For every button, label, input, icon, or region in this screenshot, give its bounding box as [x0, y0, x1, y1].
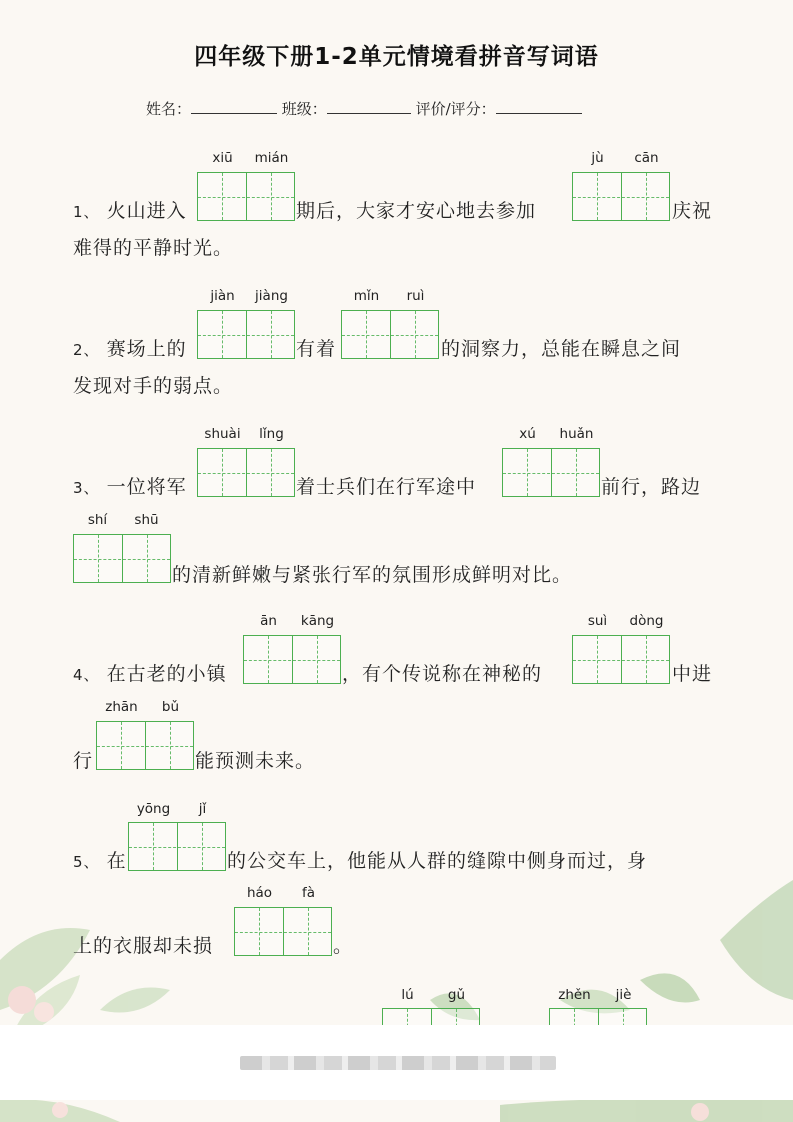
question-text: 前行，路边 [601, 476, 702, 498]
pinyin: ruì [406, 288, 425, 304]
question-text: 难得的平静时光。 [73, 237, 234, 259]
pinyin: lǐng [259, 426, 284, 442]
pinyin: jǐ [198, 801, 207, 817]
question-text: 有着 [296, 338, 337, 360]
writing-grid[interactable] [197, 448, 295, 497]
question-text: 的洞察力，总能在瞬息之间 [441, 338, 682, 360]
pinyin: yōng [136, 801, 171, 817]
pinyin: jiàn [210, 288, 235, 304]
pinyin: háo [246, 885, 273, 901]
class-label: 班级： [281, 100, 327, 118]
pinyin: huǎn [559, 426, 594, 442]
blurred-watermark [240, 1056, 556, 1070]
question-text: 期后，大家才安心地去参加 [296, 200, 537, 222]
pinyin: jiàng [255, 288, 288, 304]
pinyin: lú [401, 987, 414, 1003]
pinyin: mián [254, 150, 289, 166]
pinyin: jù [591, 150, 604, 166]
student-info [146, 98, 582, 119]
pinyin: fà [301, 885, 316, 901]
question-text: 在 [106, 850, 127, 872]
pinyin: ān [260, 613, 277, 629]
question-number: 4、 [73, 666, 100, 684]
question-text: 上的衣服却未损 [73, 935, 214, 957]
pinyin: kāng [300, 613, 335, 629]
pinyin: bǔ [161, 699, 180, 715]
score-blank[interactable] [496, 99, 582, 114]
score-label: 评价/评分： [415, 100, 496, 118]
question-text: 火山进入 [106, 200, 187, 222]
question-text: 。 [333, 935, 354, 957]
name-label: 姓名： [146, 100, 192, 118]
pinyin: xú [519, 426, 536, 442]
writing-grid[interactable] [96, 721, 194, 770]
question-text: 赛场上的 [106, 338, 187, 360]
question-text: 行 [73, 750, 94, 772]
class-blank[interactable] [327, 99, 411, 114]
writing-grid[interactable] [341, 310, 439, 359]
writing-grid[interactable] [73, 534, 171, 583]
question-text: 着士兵们在行军途中 [296, 476, 477, 498]
question-text: 一位将军 [106, 476, 187, 498]
question-number: 3、 [73, 479, 100, 497]
question-text: 的公交车上，他能从人群的缝隙中侧身而过，身 [227, 850, 648, 872]
pinyin: dòng [629, 613, 664, 629]
question-text: 庆祝 [672, 200, 713, 222]
writing-grid[interactable] [197, 172, 295, 221]
writing-grid[interactable] [234, 907, 332, 956]
pinyin: mǐn [353, 288, 380, 304]
pinyin: shí [87, 512, 108, 528]
question-number: 1、 [73, 203, 100, 221]
pinyin: zhěn [558, 987, 591, 1003]
question-text: 能预测未来。 [195, 750, 316, 772]
question-text: 在古老的小镇 [106, 663, 227, 685]
pinyin: jiè [615, 987, 632, 1003]
writing-grid[interactable] [197, 310, 295, 359]
question-text: ，有个传说称在神秘的 [342, 663, 543, 685]
writing-grid[interactable] [243, 635, 341, 684]
writing-grid[interactable] [572, 635, 670, 684]
pinyin: gǔ [447, 987, 466, 1003]
question-number: 5、 [73, 853, 100, 871]
pinyin: shū [134, 512, 159, 528]
pinyin: cān [634, 150, 659, 166]
question-text: 的清新鲜嫩与紧张行军的氛围形成鲜明对比。 [172, 564, 573, 586]
pinyin: shuài [204, 426, 241, 442]
question-text: 发现对手的弱点。 [73, 375, 234, 397]
writing-grid[interactable] [128, 822, 226, 871]
question-text: 中进 [672, 663, 713, 685]
page-title: 四年级下册1-2单元情境看拼音写词语 [194, 44, 599, 70]
pinyin: zhān [105, 699, 138, 715]
writing-grid[interactable] [502, 448, 600, 497]
pinyin: xiū [212, 150, 233, 166]
question-number: 2、 [73, 341, 100, 359]
pinyin: suì [587, 613, 608, 629]
name-blank[interactable] [191, 99, 277, 114]
writing-grid[interactable] [572, 172, 670, 221]
